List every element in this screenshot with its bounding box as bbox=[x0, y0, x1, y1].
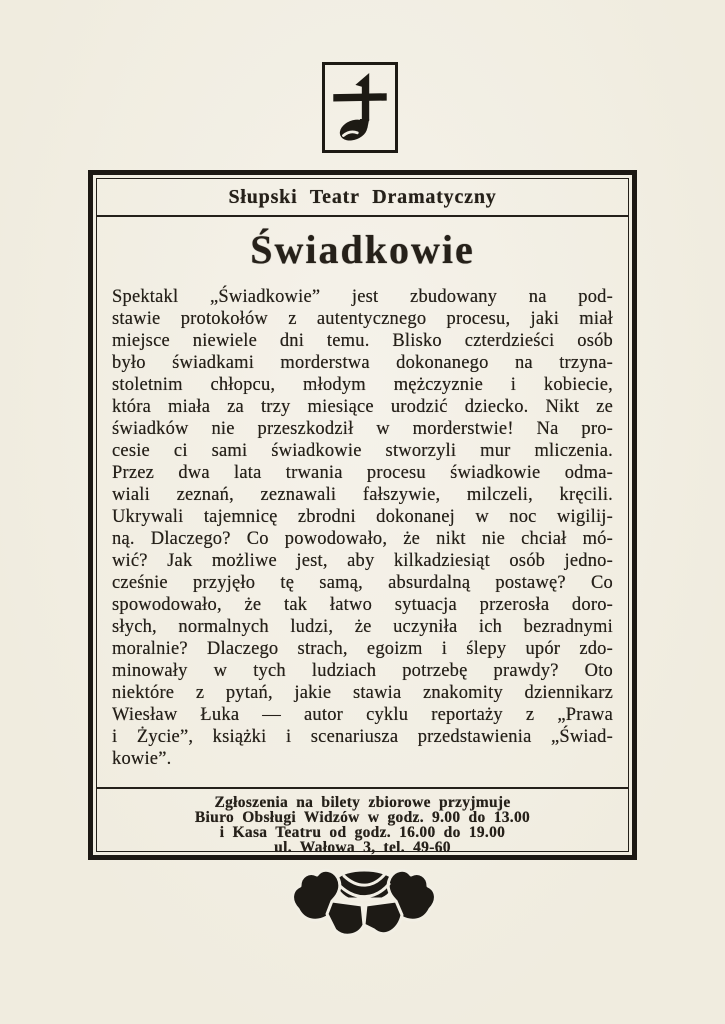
synopsis-line: spowodowało, że tak łatwo sytuacja przerosła doro- bbox=[112, 595, 613, 615]
synopsis-line: świadków nie przeszkodził w morderstwie! Na pro- bbox=[112, 419, 613, 439]
synopsis-line: kowie”. bbox=[112, 749, 172, 769]
ticket-info-line: ul. Wałowa 3, tel. 49-60 bbox=[274, 839, 451, 856]
ticket-info-line: i Kasa Teatru od godz. 16.00 do 19.00 bbox=[219, 824, 506, 841]
synopsis-line: miejsce niewiele dni temu. Blisko czterdzieści osób bbox=[112, 331, 613, 351]
synopsis-line: stoletnim chłopcu, młodym mężczyznie i kobiecie, bbox=[112, 375, 613, 395]
synopsis-line: która miała za trzy miesiące urodzić dziecko. Nikt ze bbox=[112, 397, 613, 417]
synopsis-line: cześnie przyjęło tę samą, absurdalną postawę? Co bbox=[112, 573, 613, 593]
synopsis-line: było świadkami morderstwa dokonanego na trzyna- bbox=[112, 353, 613, 373]
synopsis-line: Przez dwa lata trwania procesu świadkowie odma- bbox=[112, 463, 613, 483]
synopsis-line: moralnie? Dlaczego strach, egoizm i ślepy upór zdo- bbox=[112, 639, 613, 659]
play-title: Świadkowie bbox=[250, 227, 475, 272]
ticket-info-block bbox=[97, 789, 628, 855]
synopsis-line: stawie protokołów z autentycznego procesu, jaki miał bbox=[112, 309, 613, 329]
synopsis-line: niektóre z pytań, jakie stawia znakomity dziennikarz bbox=[112, 683, 613, 703]
rosette-ornament-icon bbox=[288, 863, 440, 939]
synopsis-line: Ukrywali tajemnicę zbrodni dokonanej w noc wigilij- bbox=[112, 507, 613, 527]
poster-inner-frame bbox=[96, 178, 629, 856]
synopsis-line: i Życie”, książki i scenariusza przedstawienia „Świad- bbox=[112, 727, 613, 747]
synopsis-line: wiali zeznań, zeznawali fałszywie, milczeli, kręcili. bbox=[112, 485, 613, 505]
note-t-monogram-icon bbox=[325, 65, 395, 150]
synopsis-line: minowały w tych ludziach potrzebę prawdy? Oto bbox=[112, 661, 613, 681]
synopsis-paragraph bbox=[112, 286, 613, 770]
ticket-info-line: Biuro Obsługi Widzów w godz. 9.00 do 13.00 bbox=[194, 809, 531, 826]
synopsis-line: cesie ci sami świadkowie stworzyli mur mliczenia. bbox=[112, 441, 613, 461]
ticket-info-line: Zgłoszenia na bilety zbiorowe przyjmuje bbox=[214, 794, 511, 811]
synopsis-line: ną. Dlaczego? Co powodowało, że nikt nie chciał mó- bbox=[112, 529, 613, 549]
theater-logo bbox=[322, 62, 398, 153]
synopsis-line: Spektakl „Świadkowie” jest zbudowany na pod- bbox=[112, 287, 613, 307]
synopsis-line: słych, normalnych ludzi, że uczyniła ich bezradnymi bbox=[112, 617, 613, 637]
synopsis-line: wić? Jak możliwe jest, aby kilkadziesiąt osób jedno- bbox=[112, 551, 613, 571]
theater-name-heading: Słupski Teatr Dramatyczny bbox=[97, 179, 628, 217]
rosette-ornament bbox=[288, 863, 440, 939]
poster-frame bbox=[88, 170, 637, 860]
synopsis-line: Wiesław Łuka — autor cyklu reportaży z „Prawa bbox=[112, 705, 613, 725]
